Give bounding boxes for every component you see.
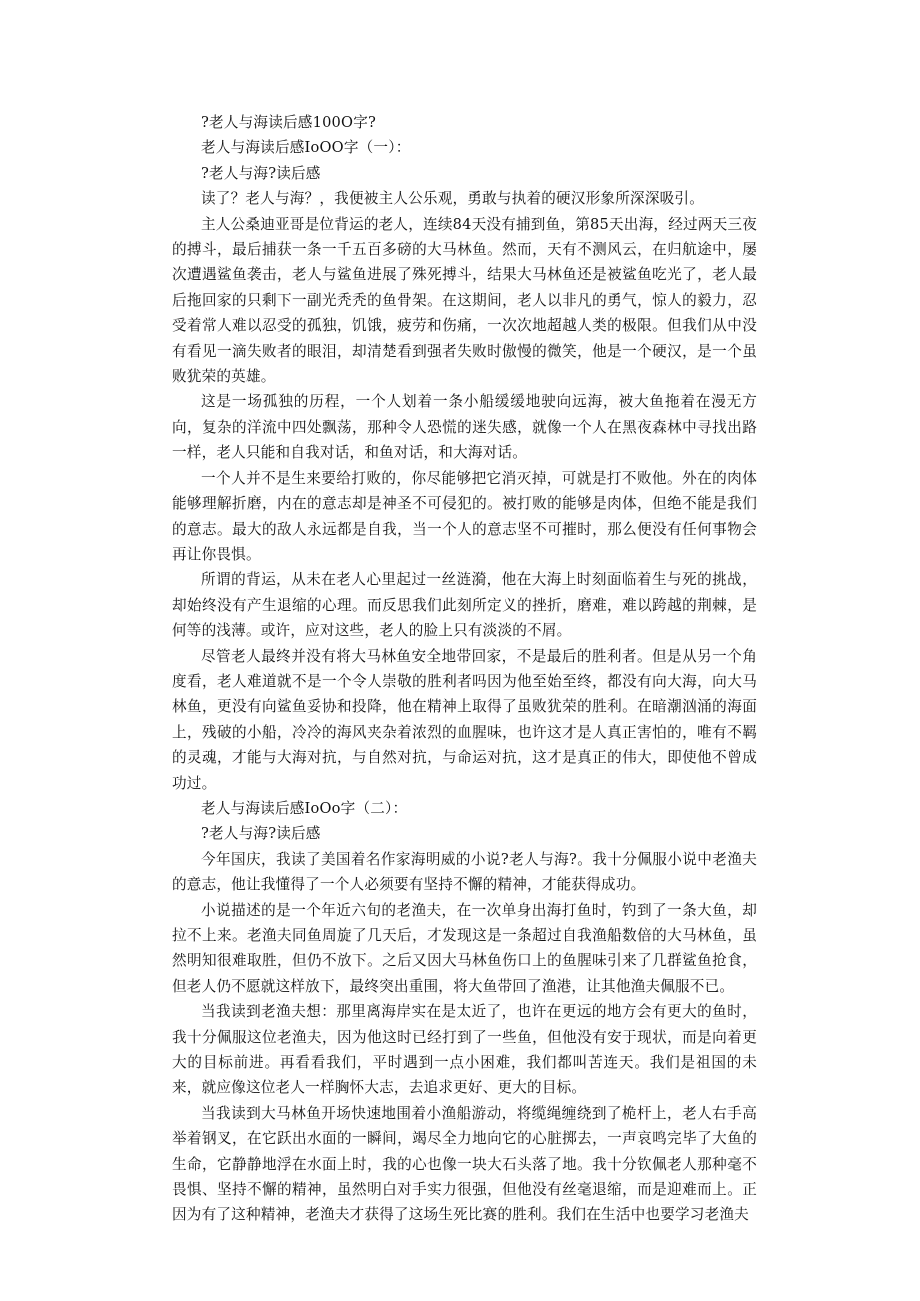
section-heading-two: 老人与海读后感IoOo字（二）：	[201, 799, 408, 817]
paragraph: 主人公桑迪亚哥是位背运的老人，连续84天没有捕到鱼，第85天出海，经过两天三夜的搏斗，最后捕获一条一千五百多磅的大马林鱼。然而，天有不测风云，在归航途中，屡次遭遇鲨鱼袭击，老人与鲨鱼进展了殊死搏斗，结果大马林鱼还是被鲨鱼吃光了，老人最后拖回家的只剩下一副光秃秃的鱼骨架。在这期间，老人以非凡的勇气，惊人的毅力，忍受着常人难以忍受的孤独，饥饿，疲劳和伤痛，一次次地超越人类的极限。但我们从中没有看见一滴失败者的眼泪，却清楚看到强者失败时傲慢的微笑，他是一个硬汉，是一个虽败犹荣的英雄。	[172, 215, 757, 386]
section-heading-one: 老人与海读后感IoOO字（一）：	[201, 139, 411, 157]
paragraph: 尽管老人最终并没有将大马林鱼安全地带回家，不是最后的胜利者。但是从另一个角度看，老人难道就不是一个令人崇敬的胜利者吗因为他至始至终，都没有向大海，向大马林鱼，更没有向鲨鱼妥协和投降，他在精神上取得了虽败犹荣的胜利。在暗潮汹涌的海面上，残破的小船，冷冷的海风夹杂着浓烈的血腥味，也许这才是人真正害怕的，唯有不羁的灵魂，才能与大海对抗，与自然对抗，与命运对抗，这才是真正的伟大，即使他不曾成功过。	[172, 647, 757, 792]
paragraph: 读了？老人与海？，我便被主人公乐观，勇敢与执着的硬汉形象所深深吸引。	[201, 190, 704, 208]
paragraph: 小说描述的是一个年近六旬的老渔夫，在一次单身出海打鱼时，钓到了一条大鱼，却拉不上来。老渔夫同鱼周旋了几天后，才发现这是一条超过自我渔船数倍的大马林鱼，虽然明知很难取胜，但仍不放下。之后又因大马林鱼伤口上的鱼腥味引来了几群鲨鱼抢食，但老人仍不愿就这样放下，最终突出重围，将大鱼带回了渔港，让其他渔夫佩服不已。	[172, 901, 757, 995]
paragraph: 今年国庆，我读了美国着名作家海明威的小说?老人与海?。我十分佩服小说中老渔夫的意志，他让我懂得了一个人必须要有坚持不懈的精神，才能获得成功。	[172, 850, 757, 894]
paragraph: 当我读到老渔夫想：那里离海岸实在是太近了，也许在更远的地方会有更大的鱼时，我十分佩服这位老渔夫，因为他这时已经打到了一些鱼，但他没有安于现状，而是向着更大的目标前进。再看看我们，平时遇到一点小困难，我们都叫苦连天。我们是祖国的未来，就应像这位老人一样胸怀大志，去追求更好、更大的目标。	[172, 1003, 757, 1097]
section-subtitle-one: ?老人与海?读后感	[201, 164, 321, 182]
document-title: ?老人与海读后感100O字?	[201, 114, 377, 131]
paragraph: 一个人并不是生来要给打败的，你尽能够把它消灭掉，可就是打不败他。外在的肉体能够理解折磨，内在的意志却是神圣不可侵犯的。被打败的能够是肉体，但绝不能是我们的意志。最大的敌人永远都是自我，当一个人的意志坚不可摧时，那么便没有任何事物会再让你畏惧。	[172, 469, 757, 563]
section-subtitle-two: ?老人与海?读后感	[201, 825, 321, 843]
paragraph: 当我读到大马林鱼开场快速地围着小渔船游动，将缆绳缠绕到了桅杆上，老人右手高举着钢叉，在它跃出水面的一瞬间，竭尽全力地向它的心脏掷去，一声哀鸣完毕了大鱼的生命，它静静地浮在水面上时，我的心也像一块大石头落了地。我十分钦佩老人那种毫不畏惧、坚持不懈的精神，虽然明白对手实力很强，但他没有丝毫退缩，而是迎难而上。正因为有了这种精神，老渔夫才获得了这场生死比赛的胜利。我们在生活中也要学习老渔夫	[172, 1104, 757, 1224]
paragraph: 所谓的背运，从未在老人心里起过一丝涟漪，他在大海上时刻面临着生与死的挑战，却始终没有产生退缩的心理。而反思我们此刻所定义的挫折，磨难，难以跨越的荆棘，是何等的浅薄。或许，应对这些，老人的脸上只有淡淡的不屑。	[172, 571, 757, 640]
document-body	[172, 110, 757, 1228]
paragraph: 这是一场孤独的历程，一个人划着一条小船缓缓地驶向远海，被大鱼拖着在漫无方向，复杂的洋流中四处飘荡，那种令人恐慌的迷失感，就像一个人在黑夜森林中寻找出路一样，老人只能和自我对话，和鱼对话，和大海对话。	[172, 393, 757, 462]
